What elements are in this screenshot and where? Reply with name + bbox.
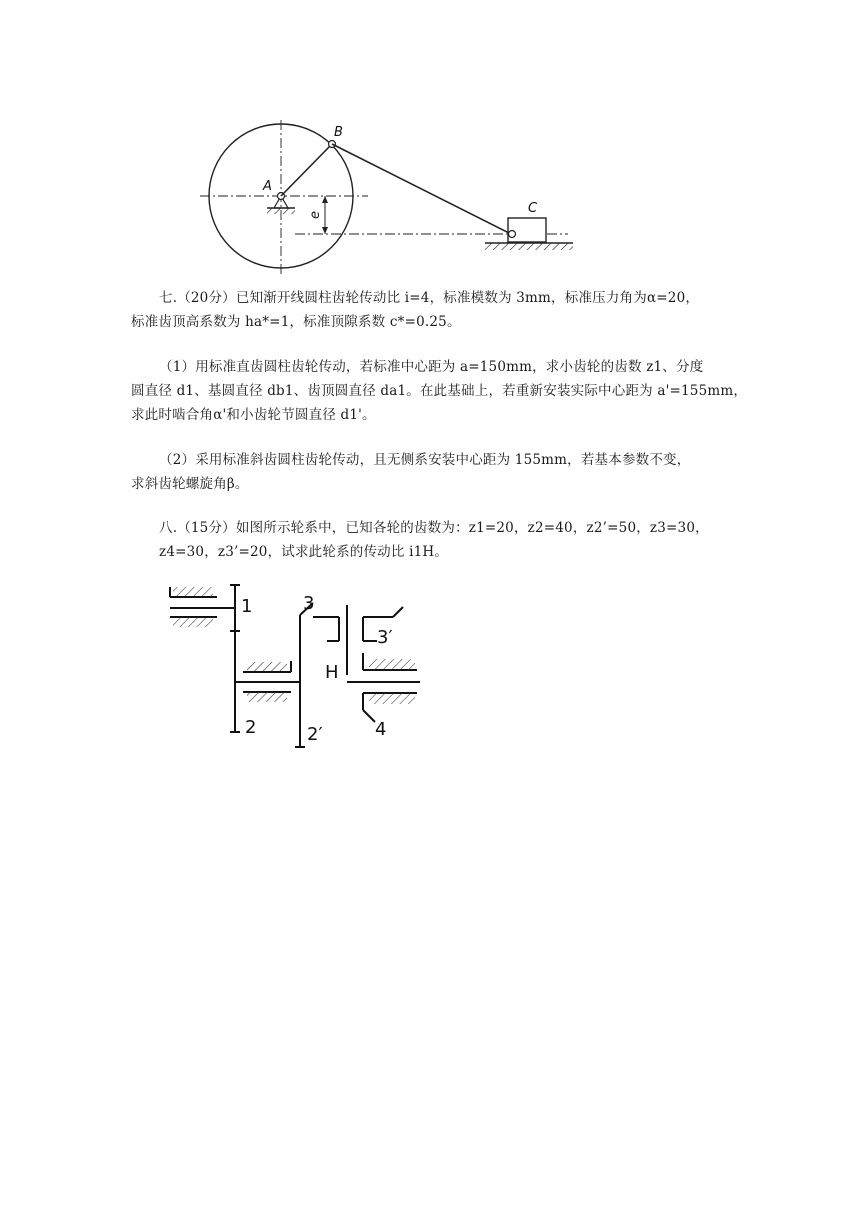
gear-train-figure xyxy=(155,575,430,755)
question-7-part-2 xyxy=(131,448,743,496)
label-c: C xyxy=(528,201,538,216)
joint-c xyxy=(509,231,516,238)
q7p2-line-1: （2）采用标准斜齿圆柱齿轮传动，且无侧系安装中心距为 155mm，若基本参数不变， xyxy=(159,452,691,468)
q7p2-line-2: 求斜齿轮螺旋角β。 xyxy=(131,476,249,492)
slider-block xyxy=(508,218,546,242)
q8-line-2: z4=30，z3’=20，试求此轮系的传动比 i1H。 xyxy=(159,544,449,560)
label-gear-2-prime: 2′ xyxy=(307,724,323,745)
label-carrier-h: H xyxy=(325,662,339,683)
question-8 xyxy=(131,516,743,564)
label-gear-2: 2 xyxy=(245,717,257,738)
q7p1-line-1: （1）用标准直齿圆柱齿轮传动，若标准中心距为 a=150mm，求小齿轮的齿数 z1、分度 xyxy=(159,359,704,375)
q7p1-line-3: 求此时啮合角α'和小齿轮节圆直径 d1'。 xyxy=(131,407,376,423)
q7-line-2: 标准齿顶高系数为 ha*=1，标准顶隙系数 c*=0.25。 xyxy=(131,314,461,330)
label-gear-3-prime: 3′ xyxy=(377,627,393,648)
q7-line-1: 七.（20分）已知渐开线圆柱齿轮传动比 i=4，标准模数为 3mm，标准压力角为α=20， xyxy=(159,290,700,306)
mechanism-figure xyxy=(200,110,600,280)
crank-ab xyxy=(281,144,332,196)
label-b: B xyxy=(334,125,343,140)
question-7 xyxy=(131,286,743,334)
q7p1-line-2: 圆直径 d1、基圆直径 db1、齿顶圆直径 da1。在此基础上，若重新安装实际中心距为 a'=155mm， xyxy=(131,383,748,399)
label-gear-3: 3 xyxy=(303,593,315,614)
label-gear-1: 1 xyxy=(241,596,253,617)
coupler-bc xyxy=(332,144,511,234)
question-7-part-1 xyxy=(131,355,748,427)
q8-line-1: 八.（15分）如图所示轮系中，已知各轮的齿数为：z1=20，z2=40，z2’=50，z3=30， xyxy=(159,520,709,536)
label-e: e xyxy=(308,211,323,219)
label-gear-4: 4 xyxy=(375,719,387,740)
label-a: A xyxy=(263,179,272,194)
